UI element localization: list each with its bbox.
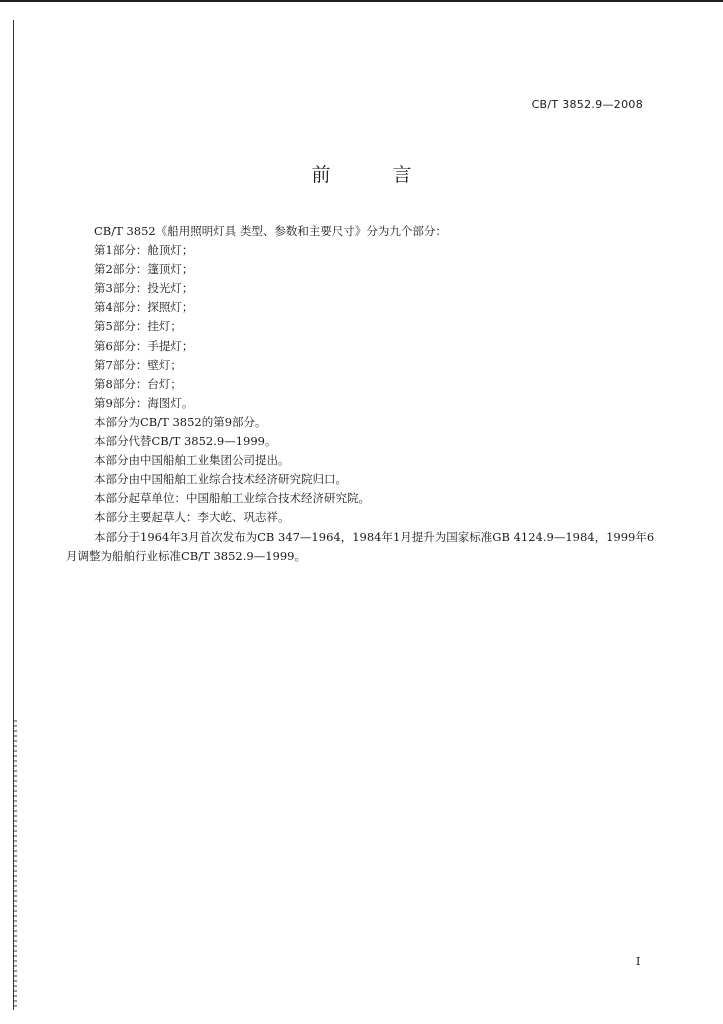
top-border-line [0, 0, 723, 2]
statement-paragraph: 本部分为CB/T 3852的第9部分。 [94, 414, 267, 429]
statement-paragraph: 本部分由中国船舶工业集团公司提出。 [94, 453, 290, 468]
scan-edge-artifact [14, 720, 17, 1010]
list-item: 第2部分：篷顶灯； [94, 262, 194, 277]
statement-paragraph: 本部分由中国船舶工业综合技术经济研究院归口。 [94, 472, 347, 487]
page-title: 前 言 [311, 164, 440, 186]
history-paragraph: 本部分于1964年3月首次发布为CB 347—1964，1984年1月提升为国家标准GB 4124.9—1984，1999年6月调整为船舶行业标准CB/T 3852.9—1999。 [66, 529, 655, 563]
document-body [66, 222, 656, 566]
standard-code: CB/T 3852.9—2008 [531, 98, 643, 111]
page-number: I [636, 955, 641, 968]
list-item: 第7部分：壁灯； [94, 357, 182, 372]
list-item: 第8部分：台灯； [94, 376, 182, 391]
list-item: 第4部分：探照灯； [94, 300, 194, 315]
list-item: 第1部分：舱顶灯； [94, 243, 194, 258]
intro-paragraph: CB/T 3852《船用照明灯具 类型、参数和主要尺寸》分为九个部分： [94, 224, 447, 238]
list-item: 第5部分：挂灯； [94, 319, 182, 334]
list-item: 第6部分：手提灯； [94, 338, 194, 353]
statement-paragraph: 本部分代替CB/T 3852.9—1999。 [94, 434, 277, 449]
statement-paragraph: 本部分主要起草人：李大屹、巩志祥。 [94, 510, 290, 525]
statement-paragraph: 本部分起草单位：中国船舶工业综合技术经济研究院。 [94, 491, 370, 506]
list-item: 第9部分：海图灯。 [94, 395, 194, 410]
list-item: 第3部分：投光灯； [94, 281, 194, 296]
